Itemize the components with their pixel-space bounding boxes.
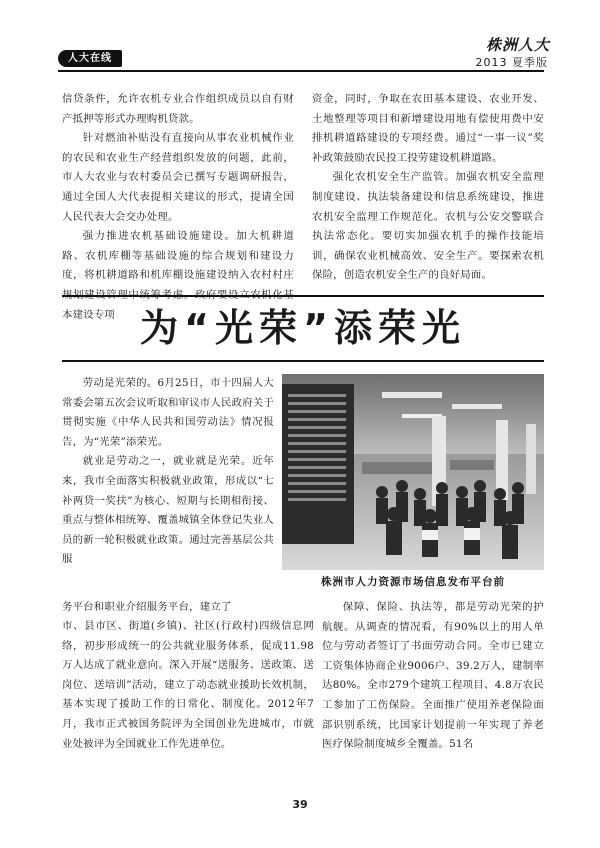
article-right-column (322, 598, 544, 755)
paragraph: 信贷条件，允许农机专业合作组织成员以自有财产抵押等形式办理购机贷款。 (62, 93, 294, 125)
paragraph: 强化农机安全生产监管。加强农机安全监理制度建设、执法装备建设和信息系统建设，推进农机安全监理工作规范化。农机与公安交警联合执法常态化。要切实加强农机手的操作技能培训，确保农业机械高效、安全生产。要探索农机保险，创造农机安全生产的良好局面。 (312, 171, 544, 282)
paragraph: 市、县市区、街道(乡镇)、社区(行政村)四级信息网络，初步形成统一的公共就业服务体系，促成11.98万人达成了就业意向。深入开展“送服务、送政策、送岗位、送培训”活动，建立了动态就业援助长效机制，基本实现了援助工作的日常化、制度化。2012年7月，我市正式被国务院评为全国创业先进城市，市就业处被评为全国就业工作先进单位。 (62, 620, 314, 750)
top-article-right-column (312, 90, 544, 286)
top-article-left-column (62, 90, 294, 325)
paragraph: 资金，同时，争取在农田基本建设、农业开发、土地整理等项目和新增建设用地有偿使用费中安排机耕道路建设的专项经费。通过“一事一议”奖补政策鼓励农民投工投劳建设机耕道路。 (312, 93, 544, 164)
paragraph: 保障、保险、执法等，都是劳动光荣的护航舰。从调查的情况看，有90%以上的用人单位与劳动者签订了书面劳动合同。全市已建立工资集体协商企业9006户、39.2万人，建制率达80%。全市279个建筑工程项目、4.8万农民工参加了工伤保险。全面推广使用养老保险面部识别系统，比国家计划提前一年实现了养老医疗保险制度城乡全覆盖。51名 (322, 601, 544, 751)
paragraph: 劳动是光荣的。6月25日，市十四届人大常委会第五次会议听取和审议市人民政府关于贯彻实施《中华人民共和国劳动法》情况报告，为“光荣”添荣光。 (62, 377, 274, 448)
photo-illustration (282, 374, 544, 570)
magazine-title: 株洲人大 (485, 36, 550, 54)
section-badge: 人大在线 (58, 50, 122, 67)
page-number: 39 (292, 798, 308, 811)
article-left-column (62, 374, 274, 570)
divider (62, 360, 544, 362)
divider (62, 295, 544, 297)
photo-caption: 株洲市人力资源市场信息发布平台前 (321, 576, 505, 588)
paragraph: 务平台和职业介绍服务平台，建立了 (62, 601, 232, 613)
paragraph: 针对燃油补贴没有直接向从事农业机械作业的农民和农业生产经营组织发放的问题，此前，市人大农业与农村委员会已撰写专题调研报告，通过全国人大代表提相关建议的形式，提请全国人民代表大会交办处理。 (62, 132, 294, 223)
header-rule (58, 70, 544, 72)
article-line-beside-caption (62, 598, 274, 618)
photo-job-market (282, 374, 544, 570)
paragraph: 强力推进农机基础设施建设。加大机耕道路、农机库棚等基础设施的综合规划和建设力度，将机耕道路和机库棚设施建设纳入农村村庄 本建设专项 (62, 230, 294, 321)
paragraph: 就业是劳动之一，就业就是光荣。近年来，我市全面落实积极就业政策，形成以“七补两贷一奖扶”为核心、短期与长期相衔接、重点与整体相统筹、覆盖城镇全体登记失业人员的新一轮积极就业政策。通过完善基层公共服 (62, 455, 274, 566)
article-bottom-left-column (62, 617, 314, 754)
issue-label: 2013 夏季版 (475, 56, 548, 69)
article-headline: 为“光荣”添荣光 (140, 306, 466, 350)
